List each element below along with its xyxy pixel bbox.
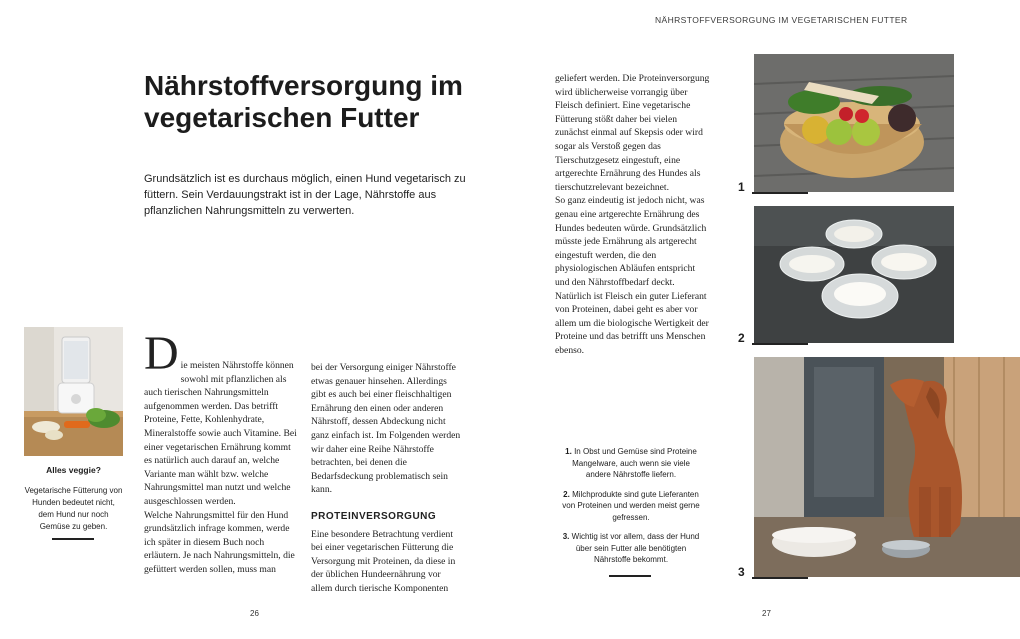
sidebar-title: Alles veggie? bbox=[46, 465, 101, 475]
column3-paragraph-1: geliefert werden. Die Proteinversorgung wird üblicherweise vorrangig über Fleisch definiert. Eine vegetarische Fütterung stößt daher bei vielen zunächst einmal auf Skepsis oder wird sogar als Verstoß gegen das Tierschutzgesetz eingestuft, eine artgerechte Ernährung des Hundes als tierschutzrelevant bezeichnet. bbox=[555, 73, 710, 193]
section-heading-proteinversorgung: PROTEINVERSORGUNG bbox=[311, 510, 437, 522]
body-column-2 bbox=[311, 361, 464, 596]
photo-fruit-basket bbox=[754, 54, 954, 192]
photo-dairy-bowls bbox=[754, 206, 954, 343]
column2-paragraph-1: bei der Versorgung einiger Nährstoffe etwas genauer hinsehen. Allerdings gibt es auch bei einer fleischhaltigen Ernährung den einen oder anderen Nährstoff, dessen Abdeckung nicht ganz einfach ist. Im Folgenden werden wir daher eine Reihe Nährstoffe betrachten, bei denen die Bedarfsdeckung problematisch sein kann. bbox=[311, 362, 461, 496]
caption-2 bbox=[562, 489, 700, 524]
sidebar-photo-blender bbox=[24, 327, 123, 456]
column1-paragraph-2: Welche Nahrungsmittel für den Hund grundsätzlich infrage kommen, werde ich später in diesem Buch noch erläutern. Je nach Nahrungsmitteln, die gefüttert werden sollen, muss man bbox=[144, 509, 295, 575]
title-line-1: Nährstoffversorgung im bbox=[144, 70, 463, 101]
column1-paragraph-1: ie meisten Nährstoffe können sowohl mit pflanzlichen als auch tierischen Nahrungsmitteln aufgenommen werden. Das betrifft Proteine, Fette, Kohlenhydrate, Mineralstoffe sowie auch Vitamine. Bei einer vegetarischen Ernährung kommt es natürlich auch darauf an, welche Variante man wählt bzw. welche Nahrungsmittel man nutzt und welche ausgeschlossen werden. bbox=[144, 360, 297, 507]
caption-rule bbox=[609, 575, 651, 577]
photo-2-rule bbox=[752, 343, 808, 345]
lead-paragraph: Grundsätzlich ist es durchaus möglich, einen Hund vegetarisch zu füttern. Sein Verdauungstrakt ist in der Lage, Nährstoffe aus pflanzlichen Nahrungsmitteln zu verwerten. bbox=[144, 173, 466, 217]
body-column-1 bbox=[144, 327, 298, 577]
photo-number-3: 3 bbox=[738, 565, 745, 579]
caption-3 bbox=[562, 531, 700, 566]
title-line-2: vegetarischen Futter bbox=[144, 102, 420, 133]
column3-paragraph-2: So ganz eindeutig ist jedoch nicht, was genau eine artgerechte Ernährung des Hundes bedeuten würde. Grundsätzlich müsste jede Ernährung als artgerecht eingestuft werden, die den physiologischen Abläufen entspricht und den Nährstoffbedarf deckt. Natürlich ist Fleisch ein guter Lieferant von Proteinen, dabei geht es aber vor allem um die biologische Wertigkeit der Proteine und das betrifft uns Menschen ebenso. bbox=[555, 195, 709, 356]
caption-2-text: Milchprodukte sind gute Lieferanten von Proteinen und werden meist gerne gefressen. bbox=[562, 489, 700, 522]
photo-caption-list bbox=[562, 446, 700, 574]
caption-1-text: In Obst und Gemüse sind Proteine Mangelware, auch wenn sie viele andere Nährstoffe liefern. bbox=[572, 447, 697, 479]
body-column-3 bbox=[555, 72, 711, 357]
caption-1 bbox=[562, 446, 700, 481]
page-number-left: 26 bbox=[250, 609, 259, 618]
caption-2-number: 2. bbox=[563, 489, 570, 499]
photo-1-rule bbox=[752, 192, 808, 194]
photo-number-2: 2 bbox=[738, 331, 745, 345]
page-title bbox=[144, 70, 504, 134]
column2-paragraph-2: Eine besondere Betrachtung verdient bei einer vegetarischen Fütterung die Versorgung mit Proteinen, da diese in der üblichen Hundeernährung vor allem durch tierische Komponenten bbox=[311, 528, 456, 594]
caption-3-text: Wichtig ist vor allem, dass der Hund über sein Futter alle benötigten Nährstoffe bekommt. bbox=[571, 532, 700, 564]
caption-3-number: 3. bbox=[562, 532, 570, 541]
page-number-right: 27 bbox=[762, 609, 771, 618]
photo-3-rule bbox=[752, 577, 808, 579]
running-head: NÄHRSTOFFVERSORGUNG IM VEGETARISCHEN FUTTER bbox=[655, 15, 908, 25]
sidebar-text: Vegetarische Fütterung von Hunden bedeutet nicht, dem Hund nur noch Gemüse zu geben. bbox=[24, 486, 123, 531]
photo-number-1: 1 bbox=[738, 180, 745, 194]
sidebar-rule bbox=[52, 538, 94, 540]
drop-cap: D bbox=[144, 327, 179, 380]
caption-1-number: 1. bbox=[565, 447, 572, 456]
photo-dog-with-bowls bbox=[754, 357, 1020, 577]
